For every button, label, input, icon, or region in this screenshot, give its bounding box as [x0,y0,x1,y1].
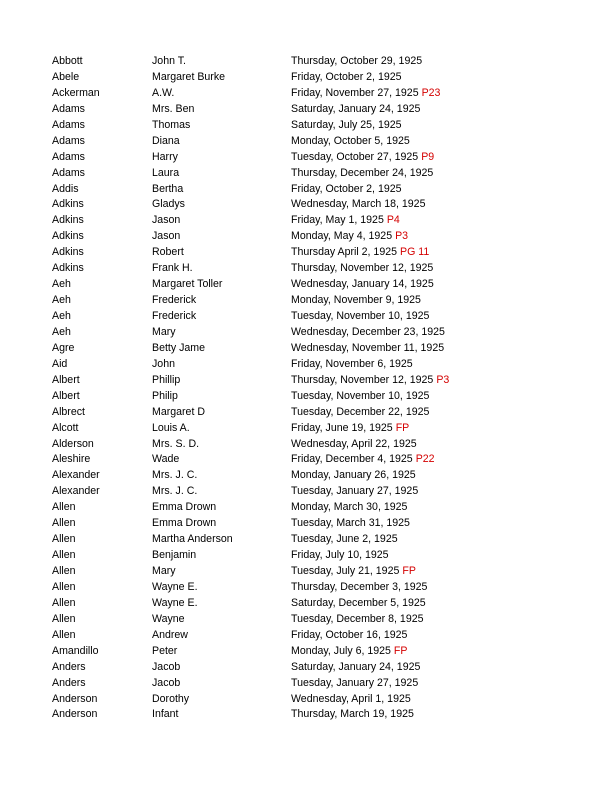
surname: Adams [52,118,85,131]
given-name: Frank H. [152,262,193,275]
record-row [52,437,572,453]
date: Tuesday, December 22, 1925 [291,405,430,418]
date: Monday, November 9, 1925 [291,294,421,307]
surname: Aleshire [52,453,91,466]
given-name: Mrs. S. D. [152,437,200,450]
page-reference: P9 [421,150,435,163]
given-name: John T. [152,55,186,67]
given-name: Wayne E. [152,596,198,609]
date-cell [291,150,434,166]
date-cell [291,102,420,118]
date: Wednesday, November 11, 1925 [291,341,445,354]
surname: Allen [52,549,76,562]
given-name: Bertha [152,182,184,195]
surname: Anders [52,660,86,673]
date: Thursday, November 12, 1925 [291,373,434,386]
date-cell [291,197,425,213]
date-cell [291,452,435,468]
date-cell [291,437,417,453]
surname: Addis [52,182,79,195]
record-row [52,166,572,182]
given-name: Robert [152,246,184,259]
given-name: Margaret Toller [152,278,223,291]
surname: Alcott [52,421,79,434]
record-row [52,182,572,198]
surname: Alexander [52,485,100,498]
record-row [52,341,572,357]
given-name: Mary [152,325,176,338]
page-reference: FP [402,565,416,577]
surname: Adkins [52,230,84,243]
record-row [52,325,572,341]
given-name: Emma Drown [152,517,217,530]
record-row [52,357,572,373]
given-name: Margaret Burke [152,70,226,83]
surname: Allen [52,580,76,593]
record-row [52,532,572,548]
date: Tuesday, January 27, 1925 [291,676,419,689]
date-cell [291,309,429,325]
record-row [52,548,572,564]
page-reference: P22 [415,453,435,466]
record-row [52,102,572,118]
date: Thursday, December 3, 1925 [291,580,428,593]
record-row [52,468,572,484]
given-name: Frederick [152,294,197,307]
date-cell [291,341,444,357]
date-cell [291,532,398,548]
surname: Aeh [52,294,71,307]
surname: Albrect [52,405,85,418]
given-name: Peter [152,644,178,657]
given-name: Emma Drown [152,501,217,514]
given-name: Frederick [152,310,197,322]
surname: Allen [52,612,76,625]
date-cell [291,389,429,405]
surname: Adkins [52,214,84,227]
given-name: Jacob [152,676,181,689]
surname: Albert [52,389,80,402]
record-row [52,580,572,596]
date-cell [291,118,402,134]
given-name: Harry [152,150,178,163]
surname: Allen [52,596,76,609]
record-row [52,500,572,516]
given-name: Benjamin [152,549,197,562]
record-row [52,86,572,102]
date-cell [291,70,402,86]
record-row [52,612,572,628]
date-cell [291,293,421,309]
date: Friday, May 1, 1925 [291,214,384,227]
given-name: Louis A. [152,421,190,434]
record-row [52,644,572,660]
record-row [52,293,572,309]
date: Tuesday, January 27, 1925 [291,485,419,498]
given-name: Wade [152,453,180,466]
date-cell [291,421,409,437]
given-name: Dorothy [152,692,190,705]
given-name: Thomas [152,118,191,131]
surname: Aid [52,357,68,370]
given-name: Laura [152,166,180,179]
date-cell [291,86,440,102]
page-reference: P23 [421,86,441,99]
surname: Alderson [52,437,94,450]
surname: Allen [52,628,76,641]
surname: Adkins [52,262,84,275]
given-name: Gladys [152,198,185,211]
date: Saturday, January 24, 1925 [291,102,421,115]
surname: Allen [52,501,76,514]
given-name: Mary [152,565,176,577]
surname: Albert [52,373,80,386]
date-cell [291,676,418,692]
page-reference: P4 [386,214,400,227]
record-row [52,229,572,245]
surname: Anders [52,676,86,689]
given-name: Diana [152,134,180,147]
surname: Amandillo [52,644,99,657]
date: Friday, December 4, 1925 [291,453,413,466]
date: Thursday, March 19, 1925 [291,708,414,721]
date: Wednesday, March 18, 1925 [291,198,426,211]
date: Friday, June 19, 1925 [291,421,393,434]
date: Saturday, January 24, 1925 [291,660,421,673]
record-row [52,118,572,134]
record-row [52,628,572,644]
given-name: Mrs. Ben [152,102,195,115]
date-cell [291,261,433,277]
surname: Abbott [52,55,83,67]
date-cell [291,644,407,660]
page-reference: FP [393,644,408,657]
page-reference: PG 11 [400,246,430,259]
record-row [52,213,572,229]
date-cell [291,596,426,612]
date-cell [291,405,429,421]
given-name: Martha Anderson [152,533,233,546]
surname: Adams [52,150,85,163]
date: Friday, November 6, 1925 [291,357,413,370]
page-reference: P3 [395,230,409,243]
surname: Aeh [52,310,71,322]
date: Tuesday, December 8, 1925 [291,612,424,625]
given-name: Wayne E. [152,580,198,593]
record-row [52,707,572,723]
date: Monday, October 5, 1925 [291,134,410,147]
date: Saturday, December 5, 1925 [291,596,426,609]
date-cell [291,548,389,564]
date: Monday, July 6, 1925 [291,644,391,657]
date: Friday, October 2, 1925 [291,182,402,195]
surname: Anderson [52,708,98,721]
given-name: Mrs. J. C. [152,485,198,498]
surname: Allen [52,533,76,546]
date: Tuesday, July 21, 1925 [291,565,400,577]
date-cell [291,134,410,150]
date: Tuesday, October 27, 1925 [291,150,419,163]
date-cell [291,166,433,182]
page-reference: FP [395,421,410,434]
date: Friday, July 10, 1925 [291,549,389,562]
date: Tuesday, March 31, 1925 [291,517,410,530]
given-name: Jason [152,230,181,243]
surname: Adams [52,102,85,115]
date-cell [291,182,402,198]
record-row [52,277,572,293]
surname: Anderson [52,692,98,705]
date: Friday, October 2, 1925 [291,70,402,83]
given-name: Betty Jame [152,341,205,354]
date: Monday, March 30, 1925 [291,501,408,514]
page-reference: P3 [436,373,450,386]
record-row [52,676,572,692]
record-row [52,134,572,150]
date-cell [291,580,427,596]
date: Wednesday, January 14, 1925 [291,278,434,291]
given-name: Andrew [152,628,188,641]
record-row [52,516,572,532]
surname: Adams [52,134,85,147]
date-cell [291,229,408,245]
record-row [52,261,572,277]
surname: Ackerman [52,86,100,99]
date-cell [291,692,411,708]
date-cell [291,660,420,676]
record-row [52,405,572,421]
record-row [52,70,572,86]
record-row [52,452,572,468]
given-name: John [152,357,175,370]
record-row [52,150,572,166]
record-row [52,484,572,500]
date: Friday, November 27, 1925 [291,86,419,99]
date: Friday, October 16, 1925 [291,628,408,641]
date-cell [291,245,429,261]
date: Thursday, December 24, 1925 [291,166,434,179]
surname: Abele [52,70,80,83]
given-name: Jacob [152,660,181,673]
record-row [52,596,572,612]
given-name: Infant [152,708,179,721]
records-list [52,54,572,723]
given-name: Phillip [152,373,181,386]
date-cell [291,628,407,644]
date-cell [291,373,449,389]
record-row [52,373,572,389]
date: Tuesday, June 2, 1925 [291,533,398,546]
record-row [52,245,572,261]
given-name: Wayne [152,612,185,625]
record-row [52,54,572,70]
record-row [52,421,572,437]
date-cell [291,484,418,500]
given-name: Philip [152,389,178,402]
date-cell [291,277,434,293]
date: Tuesday, November 10, 1925 [291,310,430,322]
date-cell [291,468,416,484]
record-row [52,692,572,708]
surname: Aeh [52,278,71,291]
given-name: A.W. [152,86,175,99]
date-cell [291,564,416,580]
date-cell [291,357,413,373]
surname: Agre [52,341,75,354]
date: Tuesday, November 10, 1925 [291,389,430,402]
date: Wednesday, December 23, 1925 [291,325,445,338]
date-cell [291,213,400,229]
surname: Aeh [52,325,71,338]
record-row [52,660,572,676]
date-cell [291,516,410,532]
given-name: Margaret D [152,405,205,418]
date-cell [291,54,422,70]
date-cell [291,612,424,628]
surname: Allen [52,517,76,530]
date: Monday, May 4, 1925 [291,230,393,243]
surname: Adams [52,166,85,179]
date: Wednesday, April 22, 1925 [291,437,417,450]
record-row [52,197,572,213]
record-row [52,309,572,325]
surname: Adkins [52,246,84,259]
date-cell [291,325,445,341]
date: Monday, January 26, 1925 [291,469,416,482]
surname: Alexander [52,469,100,482]
surname: Adkins [52,198,84,211]
given-name: Jason [152,214,181,227]
record-row [52,389,572,405]
date-cell [291,707,414,723]
date: Thursday April 2, 1925 [291,246,397,259]
record-row [52,564,572,580]
given-name: Mrs. J. C. [152,469,198,482]
date-cell [291,500,407,516]
date: Thursday, October 29, 1925 [291,55,423,67]
date: Wednesday, April 1, 1925 [291,692,411,705]
surname: Allen [52,565,76,577]
date: Thursday, November 12, 1925 [291,262,434,275]
date: Saturday, July 25, 1925 [291,118,402,131]
